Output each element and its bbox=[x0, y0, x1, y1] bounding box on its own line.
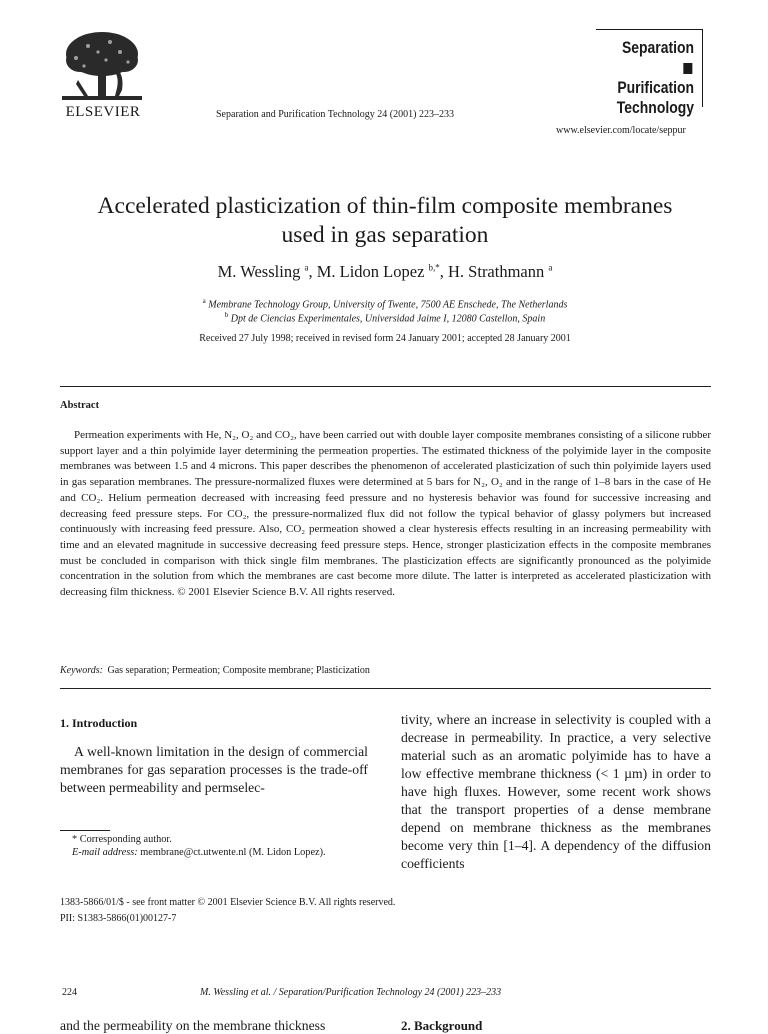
section-heading: 1. Introduction bbox=[60, 716, 138, 730]
abstract-text: Permeation experiments with He, N₂, O₂ and CO₂, have been carried out with double layer composite membranes consisting of a silicone rubber support layer and a thin polyimide layer determining the permeation properties. The estimated thickness of the polyimide layer in the composite membranes was between 1.5 and 4 microns. This paper describes the phenomenon of accelerated plasticization of such thin polyimide layers used in gas separation membranes. The pressure-normalized fluxes were determined at 5 bars for N₂, O₂ and in the range of 1–8 bars in the case of He and CO₂. Helium permeation decreased with increasing feed pressure and no hysteresis behavior was found for successive increasing and decreasing feed pressure steps. For CO₂, the pressure-normalized flux did not follow the typical behavior of glassy polymers but increased continuously with increasing feed pressure. Also, CO₂ permeation showed a clear hysteresis effects resulting in an increasing permeability with time and an elevated magnitude in successive decreasing feed pressure steps. Hence, stronger plasticization effects in the composite membranes must be concluded in comparison with thick single film membranes. The plasticization effects are significantly pronounced as the polyimide concentration in the solution from which the membranes are cast become more dilute. The latter is interpreted as accelerated plasticization with decreasing film thickness. © 2001 Elsevier Science B.V. All rights reserved. bbox=[60, 429, 711, 599]
brand-line-2: Purification bbox=[612, 58, 694, 98]
brand-top-rule bbox=[596, 29, 702, 30]
abstract-heading: Abstract bbox=[60, 400, 100, 411]
keywords-label: Keywords: bbox=[60, 665, 103, 676]
body-text-right: tivity, where an increase in selectivity is coupled with a decrease in permeability. In practice, a very selective material such as an aromatic polyimide has to have a low effective membrane thickness (< 1 µm) in order to have high fluxes. However, some recent work shows that the transport properties of a dense membrane depend on membrane thickness as the membranes become very thin [1–4]. A dependency of the diffusion coefficients bbox=[401, 712, 711, 871]
affiliation: $^b$ Dpt de Ciencias Experimentales, Universidad Jaime I, 12080 Castellon, Spain bbox=[224, 311, 546, 325]
brand-line-1: Separation bbox=[621, 38, 694, 57]
pii-line: PII: S1383-5866(01)00127-7 bbox=[60, 913, 177, 924]
footnote-rule bbox=[60, 830, 110, 831]
copyright-block bbox=[60, 895, 395, 927]
article-title: Accelerated plasticization of thin-film composite membranes used in gas separation bbox=[97, 193, 673, 248]
elsevier-tree-logo bbox=[58, 30, 146, 104]
next-page-text: and the permeability on the membrane thickness bbox=[60, 1018, 326, 1033]
journal-reference: Separation and Purification Technology 24 (2001) 223–233 bbox=[216, 109, 454, 120]
running-head: M. Wessling et al. / Separation/Purification Technology 24 (2001) 223–233 bbox=[200, 987, 502, 998]
footnote bbox=[60, 833, 368, 859]
author-name: M. Wessling bbox=[217, 262, 301, 281]
author-affil-mark: a bbox=[548, 262, 553, 273]
keywords bbox=[60, 665, 370, 676]
page-number: 224 bbox=[62, 987, 77, 998]
author-name: H. Strathmann bbox=[448, 262, 545, 281]
author-affil-mark: a bbox=[304, 262, 309, 273]
affiliation: $^a$ Membrane Technology Group, University of Twente, 7500 AE Enschede, The Netherlands bbox=[202, 297, 568, 311]
author-affil-mark: b,* bbox=[428, 262, 440, 273]
journal-brand bbox=[612, 38, 694, 118]
body-text-left: A well-known limitation in the design of commercial membranes for gas separation processes is the trade-off between permeability and permselec- bbox=[60, 744, 368, 795]
email-link[interactable]: membrane@ct.utwente.nl (M. Lidon Lopez). bbox=[140, 847, 326, 858]
brand-side-rule bbox=[702, 29, 703, 107]
publisher-name: ELSEVIER bbox=[65, 104, 141, 120]
journal-url[interactable]: www.elsevier.com/locate/seppur bbox=[556, 125, 686, 136]
divider bbox=[60, 386, 711, 387]
copyright-line: 1383-5866/01/$ - see front matter © 2001 Elsevier Science B.V. All rights reserved. bbox=[60, 897, 396, 908]
keywords-list: Gas separation; Permeation; Composite membrane; Plasticization bbox=[107, 665, 370, 676]
author-list: M. Wessling $^a$, M. Lidon Lopez $^{b,*}$, H. Strathmann $^a$ bbox=[217, 262, 553, 281]
next-section-heading: 2. Background bbox=[401, 1018, 483, 1033]
brand-line-3: Technology bbox=[616, 98, 694, 117]
author-name: M. Lidon Lopez bbox=[316, 262, 425, 281]
footnote-corresponding: * Corresponding author. bbox=[72, 834, 172, 845]
brand-square-icon bbox=[683, 63, 692, 74]
footnote-email: E-mail address: membrane@ct.utwente.nl (M. Lidon Lopez). bbox=[72, 847, 326, 858]
divider bbox=[60, 688, 711, 689]
received-dates: Received 27 July 1998; received in revised form 24 January 2001; accepted 28 January 2001 bbox=[199, 333, 571, 344]
